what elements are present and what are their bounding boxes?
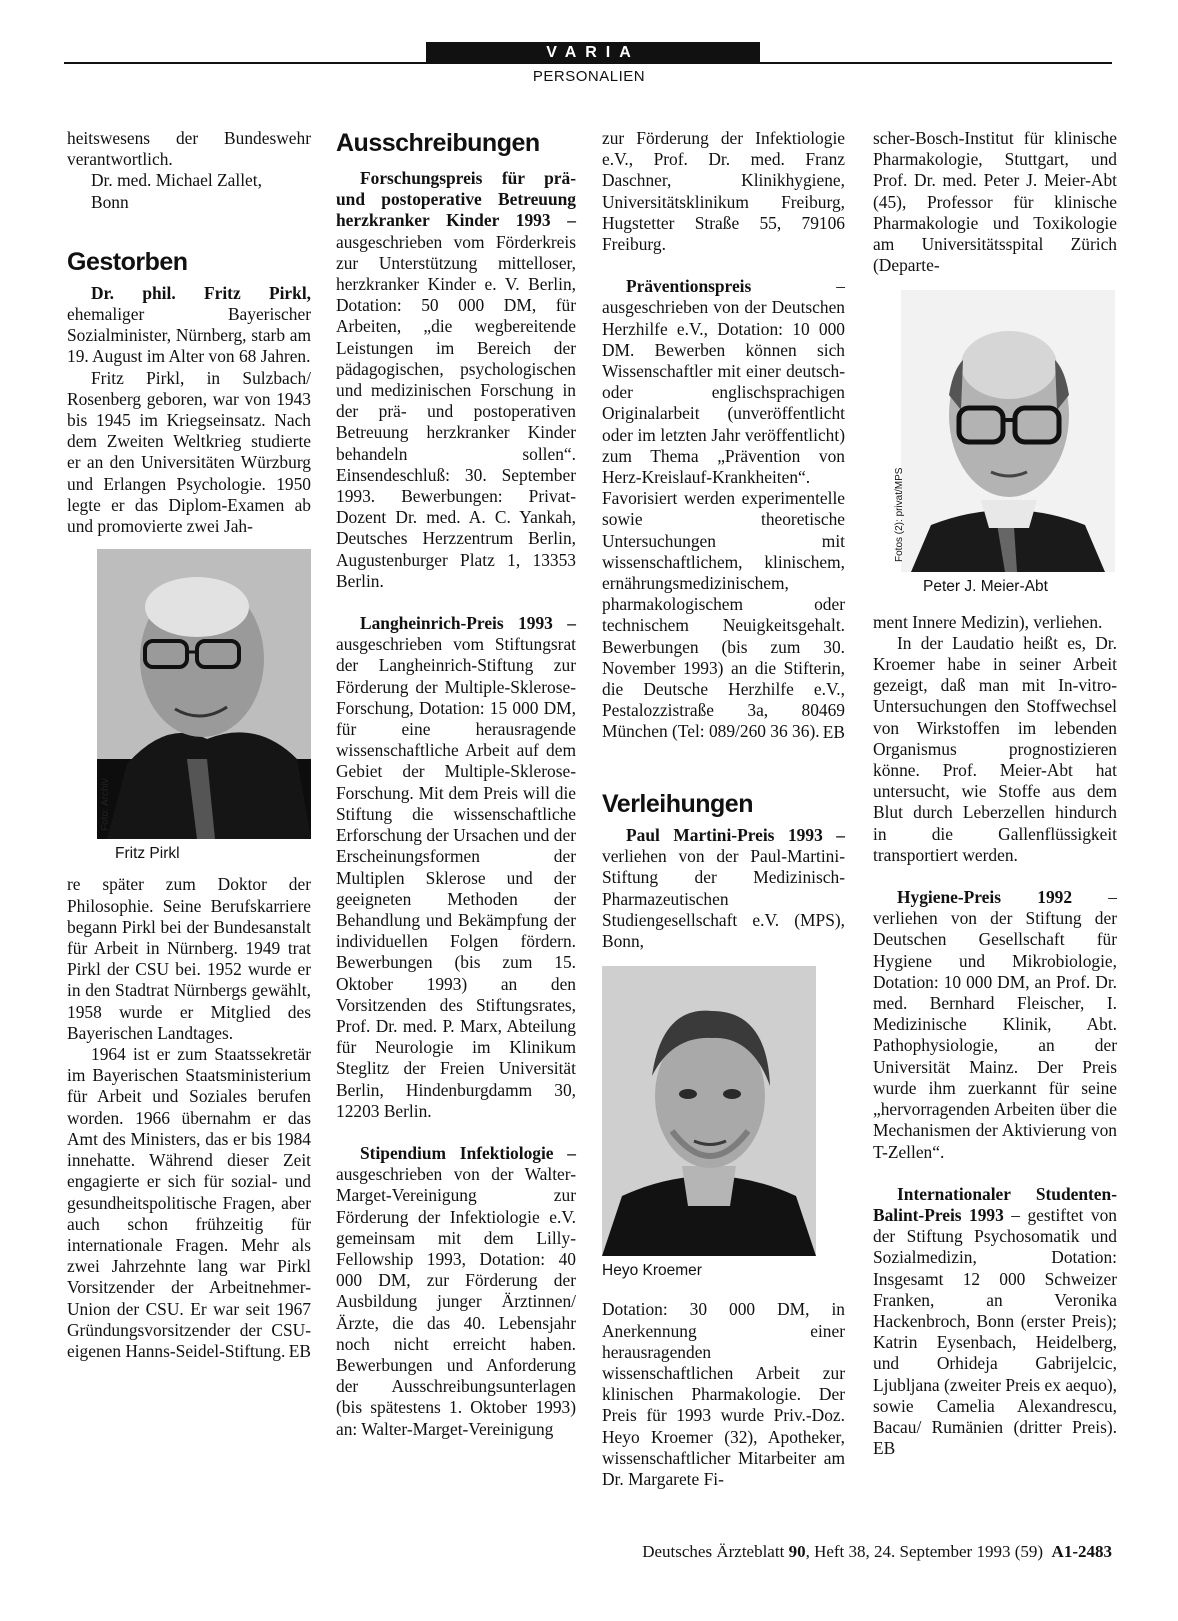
award-paul-martini-continued: Dotation: 30 000 DM, in Anerkennung einer herausragenden wissenschaftlichen Arbeit zur klinischen Pharmakologie. Der Preis für 1993 wurde Priv.-Doz. Heyo Kroemer (32), Apotheker, wissenschaftlicher Mitarbeiter am Dr. Margarete Fi- [602,1299,845,1489]
notice-lead: Forschungspreis für prä- und postoperative Betreuung herzkranker Kinder 1993 – [336,168,576,231]
journal-issue: , Heft 38, 24. September 1993 (59) [805,1542,1044,1561]
portrait-photo [894,290,1115,572]
portrait-illustration [901,290,1115,572]
portrait-photo [602,966,816,1256]
notice-text: ausgeschrieben vom Förderkreis zur Unterstützung mittelloser, herzkranker Kinder e. V. Berlin, Dotation: 50 000 DM, für Arbeiten, „die wegbereitende Leistungen im Bereich der pädagogischen, psychologischen und medizinischen Forschung in der prä- und postoperativen Betreuung herzkranker Kinder behandeln sollen“. Einsendeschluß: 30. September 1993. Bewerbungen: Privat-Dozent Dr. med. A. C. Yankah, Deutsches Herzzentrum Berlin, Augustenburger Platz 1, 13353 Berlin. [336,231,576,591]
notice-lead: Präventionspreis [626,276,752,297]
obituary-text: ehemaliger Bayerischer Sozialminister, Nürnberg, starb am 19. August im Alter von 68 Jahren. [67,304,311,367]
award-paul-martini [602,825,845,952]
notice-lead: Stipendium Infektiologie – [360,1142,576,1163]
award-lead: Paul Martini-Preis 1993 – [626,824,845,845]
verleihungen-heading: Verleihungen [602,789,753,818]
page-footer [500,1542,1112,1562]
award-text: – gestiftet von der Stiftung Psychosomatik und Sozialmedizin, Dotation: Insgesamt 12 000 Schweizer Franken, an Veronika Hackenbroch, Bonn (erster Preis); Katrin Eysenbach, Heidelberg, und Orhideja Gabrijelcic, Ljubljana (zweiter Preis ex aequo), sowie Camelia Alexandrescu, Bacau/ Rumänien (dritter Preis). [873,1204,1118,1437]
award-balint-preis [873,1184,1117,1460]
award-laudatio: In der Laudatio heißt es, Dr. Kroemer habe in seiner Arbeit gezeigt, daß man mit In-vitro-Untersuchungen den Stoffwechsel von Wirkstoffen im lebenden Organismus prognostizieren könne. Prof. Meier-Abt hat untersucht, wie Stoffe aus dem Blut durch Leberzellen hindurch in die Gallenflüssigkeit transportiert werden. [873,632,1117,865]
continued-text: heitswesens der Bundeswehr verantwortlich. [67,128,311,170]
author-sign: EB [822,721,845,742]
award-lead: Hygiene-Preis 1992 [897,887,1073,908]
notice-lead: Langheinrich-Preis 1993 – [360,613,576,634]
award-hygiene-preis [873,887,1117,1163]
photo-caption: Peter J. Meier-Abt [923,578,1048,596]
notice-stipendium [336,1143,576,1440]
byline-name: Dr. med. Michael Zallet, [91,170,262,191]
page-number: A1-2483 [1051,1542,1112,1561]
award-paul-martini-continued-2: scher-Bosch-Institut für klinische Pharmakologie, Stuttgart, und Prof. Dr. med. Peter J. Meier-Abt (45), Professor für klinische Pharmakologie und Toxikologie am Universitätsspital Zürich (Departe- [873,128,1117,276]
column-3 [602,128,845,1490]
column-4 [873,128,1117,1459]
gestorben-heading: Gestorben [67,247,188,276]
photo-fritz-pirkl [97,549,311,864]
obituary-paragraph-4: 1964 ist er zum Staatssekretär im Bayerischen Staatsministerium für Arbeit und Soziales berufen worden. 1966 übernahm er das Amt des Ministers, das er bis 1984 innehatte. Während dieser Zeit engagierte er sich für sozial- und gesundheitspolitische Fragen, aber auch schon frühzeitig für internationale Fragen. Mehr als zwei Jahrzehnte lang war Pirkl Vorsitzender der Arbeitnehmer-Union der CSU. Er war seit 1967 Gründungsvorsitzender der CSU-eigenen Hanns-Seidel-Stiftung. [67,1044,311,1361]
portrait-illustration [602,966,816,1256]
award-lead: Internationaler Studenten-Balint-Preis 1993 [873,1183,1117,1225]
obituary-paragraph [67,283,311,368]
notice-forschungspreis [336,168,576,592]
author-sign: EB [873,1438,896,1459]
journal-volume: 90 [788,1542,806,1561]
award-paul-martini-continued-3: ment Innere Medizin), verliehen. [873,611,1103,632]
subsection-label: PERSONALIEN [532,68,646,85]
obituary-paragraph-3: re später zum Doktor der Philosophie. Seine Berufskarriere begann Pirkl bei der Bundesanstalt für Arbeit in Nürnberg. 1949 trat Pirkl der CSU bei. 1952 wurde er in den Stadtrat Nürnbergs gewählt, 1958 wurde er Mitglied des Bayerischen Landtages. [67,874,311,1043]
photo-caption: Heyo Kroemer [602,1262,702,1280]
section-label: VARIA [426,42,760,64]
photo-peter-meier-abt [894,290,1117,597]
notice-text: ausgeschrieben von der Walter-Marget-Vereinigung zur Förderung der Infektiologie e.V. gemeinsam mit dem Lilly-Fellowship 1993, Dotation: 40 000 DM, zur Förderung der Ausbildung junger Ärztinnen/Ärzte, die das 40. Lebensjahr noch nicht erreicht haben. Bewerbungen und Anforderung der Ausschreibungsunterlagen (bis spätestens 1. Oktober 1993) an: Walter-Marget-Vereinigung [336,1164,576,1439]
ausschreibungen-heading: Ausschreibungen [336,129,540,157]
photo-heyo-kroemer [602,966,845,1281]
photo-credit: Fotos (2): privat/MPS [894,467,905,563]
notice-langheinrich [336,613,576,1122]
notice-text: ausgeschrieben vom Stiftungsrat der Langheinrich-Stiftung zur Förderung der Multiple-Sklerose-Forschung, Dotation: 15 000 DM, für eine herausragende wissenschaftliche Arbeit auf dem Gebiet der Multiple-Sklerose-Forschung. Mit dem Preis will die Stiftung die wissenschaftliche Erforschung der Ursachen und der Erscheinungsformen der Multiplen Sklerose und der geeigneten Methoden der Behandlung und Bekämpfung der individuellen Folgen fördern. Bewerbungen (bis zum 15. Oktober 1993) an den Vorsitzenden des Stiftungsrates, Prof. Dr. med. P. Marx, Abteilung für Neurologie im Klinikum Steglitz der Freien Universität Berlin, Hindenburgdamm 30, 12203 Berlin. [336,634,576,1121]
byline-city: Bonn [91,191,129,212]
journal-name: Deutsches Ärzteblatt [642,1542,785,1561]
photo-caption: Fritz Pirkl [115,845,180,863]
award-text: – verliehen von der Stiftung der Deutschen Gesellschaft für Hygiene und Mikrobiologie, Dotation: 10 000 DM, an Prof. Dr. med. Bernhard Fleischer, I. Medizinische Klinik, Abt. Pathophysiologie, an der Universität Mainz. Der Preis wurde ihm zuerkannt für seine „hervorragenden Arbeiten über die Mechanismen der Aktivierung von T-Zellen“. [873,887,1117,1162]
notice-stipendium-continued: zur Förderung der Infektiologie e.V., Prof. Dr. med. Franz Daschner, Klinikhygiene, Universitätsklinikum Freiburg, Hugstetter Straße 55, 79106 Freiburg. [602,128,845,255]
notice-text: – ausgeschrieben von der Deutschen Herzhilfe e.V., Dotation: 10 000 DM. Bewerben können sich Wissenschaftler mit einer deutsch- oder englischsprachigen Originalarbeit (unveröffentlicht oder im letzten Jahr veröffentlicht) zum Thema „Prävention von Herz-Kreislauf-Krankheiten“. Favorisiert werden experimentelle sowie theoretische Untersuchungen mit wissenschaftlichem, klinischem, ernährungsmedizinischem, pharmakologischem oder technischem Neuigkeitsgehalt. Bewerbungen (bis zum 30. November 1993) an die Stifterin, die Deutsche Herzhilfe e.V., Pestalozzistraße 3a, 80469 München (Tel: 089/260 36 36). [602,276,845,742]
column-2 [336,128,576,1440]
obituary-paragraph-2: Fritz Pirkl, in Sulzbach/ Rosenberg geboren, war von 1943 bis 1945 im Kriegseinsatz. Nach dem Zweiten Weltkrieg studierte er an den Universitäten Würzburg und Erlangen Psychologie. 1950 legte er das Diplom-Examen ab und promovierte zwei Jah- [67,367,311,537]
portrait-photo [97,549,311,839]
photo-credit: Foto: Archiv [100,778,111,832]
portrait-illustration [97,549,311,839]
obituary-lead: Dr. phil. Fritz Pirkl, [91,282,311,303]
notice-praeventionspreis [602,276,845,742]
column-1 [67,128,311,1362]
author-sign: EB [288,1341,311,1362]
award-text: verliehen von der Paul-Martini-Stiftung der Medizinisch-Pharmazeutischen Studiengesellschaft e.V. (MPS), Bonn, [602,846,845,951]
